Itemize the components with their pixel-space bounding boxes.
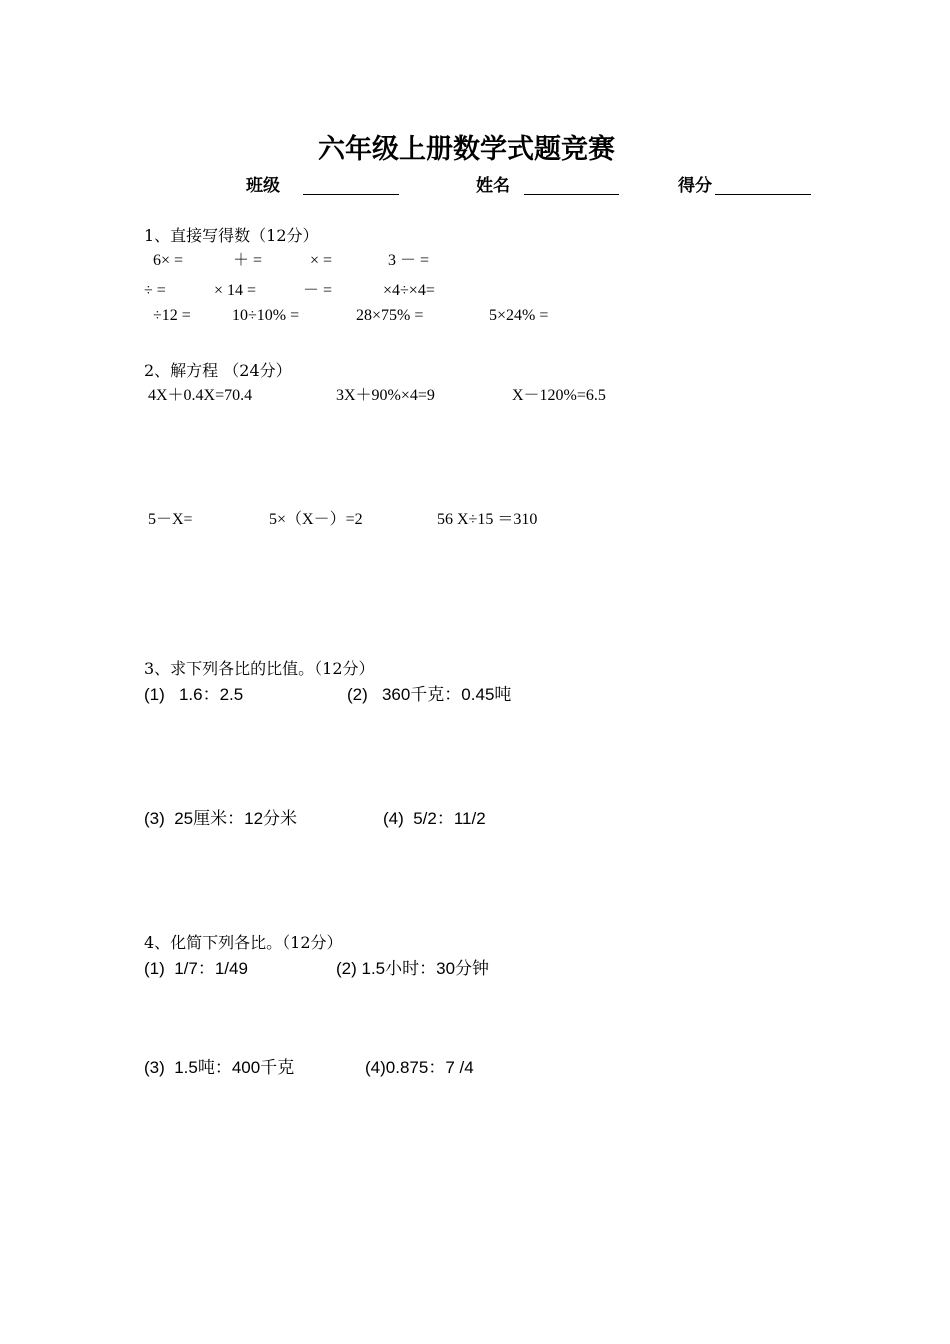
name-blank[interactable]	[524, 194, 619, 195]
s2-equation: 5×（X－）=2	[269, 511, 363, 528]
section1-heading: 1、直接写得数（12分）	[144, 226, 319, 245]
page-title: 六年级上册数学式题竞赛	[318, 134, 615, 165]
s2-equation: 3X＋90%×4=9	[336, 387, 435, 404]
s4-item: (4)0.875：7 /4	[365, 1058, 474, 1077]
s1-r1-item: × =	[310, 252, 333, 269]
score-blank[interactable]	[715, 194, 811, 195]
s1-r1-item: 6× =	[153, 252, 184, 269]
s2-equation: 56 X÷15 ＝310	[437, 511, 538, 528]
s4-item: (1) 1/7：1/49	[144, 959, 248, 978]
s3-item: (2) 360千克：0.45吨	[347, 685, 512, 704]
class-label: 班级	[246, 176, 280, 196]
s1-r3-item: 5×24% =	[489, 307, 549, 324]
s3-item: (3) 25厘米：12分米	[144, 809, 298, 828]
s1-r2-item: － =	[303, 282, 333, 299]
s1-r2-item: ÷ =	[144, 282, 166, 299]
s2-equation: X－120%=6.5	[512, 387, 606, 404]
s1-r3-item: ÷12 =	[153, 307, 191, 324]
name-label: 姓名	[476, 176, 510, 196]
s1-r1-item: ＋ =	[233, 252, 263, 269]
s2-equation: 5－X=	[148, 511, 193, 528]
s1-r1-item: 3 － =	[388, 252, 430, 269]
s4-item: (3) 1.5吨：400千克	[144, 1058, 295, 1077]
s1-r2-item: ×4÷×4=	[383, 282, 435, 299]
class-blank[interactable]	[303, 194, 399, 195]
s2-equation: 4X＋0.4X=70.4	[148, 387, 253, 404]
section3-heading: 3、求下列各比的比值。（12分）	[144, 659, 375, 678]
s4-item: (2) 1.5小时：30分钟	[336, 959, 490, 978]
s1-r2-item: × 14 =	[214, 282, 257, 299]
s3-item: (1) 1.6：2.5	[144, 685, 244, 704]
s1-r3-item: 10÷10% =	[232, 307, 300, 324]
s1-r3-item: 28×75% =	[356, 307, 424, 324]
s3-item: (4) 5/2：11/2	[383, 809, 486, 828]
section4-heading: 4、化简下列各比。（12分）	[144, 933, 343, 952]
section2-heading: 2、解方程 （24分）	[144, 361, 292, 380]
score-label: 得分	[678, 176, 712, 196]
